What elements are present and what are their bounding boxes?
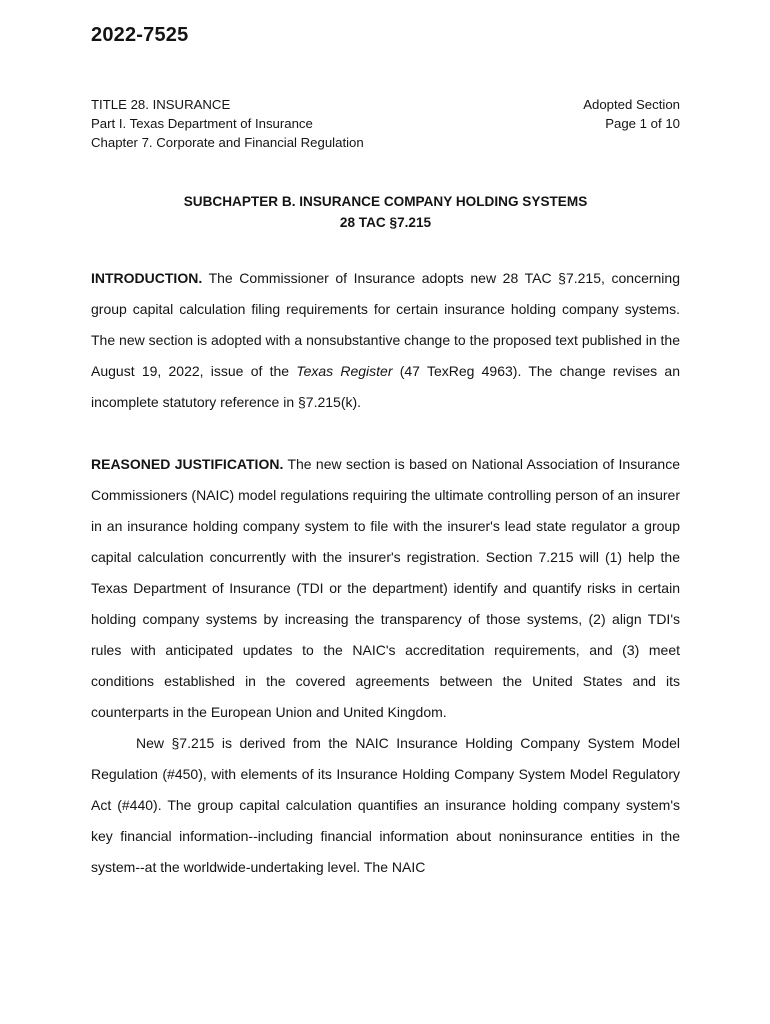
introduction-text: The Commissioner of Insurance adopts new 28 TAC §7.215, concerning group capital calculation filing requirements for certain insurance holding company systems. The new section is adopted with a nonsubstantive change to the proposed text published in the August 19, 2022, issue of the (91, 270, 680, 379)
header-chapter-line: Chapter 7. Corporate and Financial Regulation (91, 135, 364, 150)
header-part-line: Part I. Texas Department of Insurance (91, 116, 313, 131)
justification-paragraph-2: New §7.215 is derived from the NAIC Insurance Holding Company System Model Regulation (#450), with elements of its Insurance Holding Company System Model Regulatory Act (#440). The group capital calculation quantifies an insurance holding company system's key financial information--including financial information about noninsurance entities in the system--at the worldwide-undertaking level. The NAIC (91, 735, 680, 875)
introduction-paragraph (91, 263, 680, 418)
texas-register-title: Texas Register (296, 363, 393, 379)
document-body (91, 263, 680, 883)
subchapter-title (91, 191, 680, 233)
document-number: 2022-7525 (91, 24, 189, 46)
justification-heading: REASONED JUSTIFICATION. (91, 456, 284, 472)
justification-paragraph (91, 449, 680, 728)
introduction-heading: INTRODUCTION. (91, 270, 203, 286)
page-number: Page 1 of 10 (605, 116, 680, 131)
header-left (91, 95, 364, 152)
header-title-line: TITLE 28. INSURANCE (91, 97, 231, 112)
section-citation: 28 TAC §7.215 (339, 215, 432, 230)
header-right (583, 95, 680, 133)
introduction-text-end: (47 TexReg 4963). The change revises an incomplete statutory reference in §7.215(k). (91, 363, 680, 410)
section-status: Adopted Section (583, 97, 680, 112)
subchapter-title-line: SUBCHAPTER B. INSURANCE COMPANY HOLDING SYSTEMS (183, 194, 588, 209)
justification-text: The new section is based on National Association of Insurance Commissioners (NAIC) model regulations requiring the ultimate controlling person of an insurer in an insurance holding company system to file with the insurer's lead state regulator a group capital calculation concurrently with the insurer's registration. Section 7.215 will (1) help the Texas Department of Insurance (TDI or the department) identify and quantify risks in certain holding company systems by increasing the transparency of those systems, (2) align TDI's rules with anticipated updates to the NAIC's accreditation requirements, and (3) meet conditions established in the covered agreements between the United States and its counterparts in the European Union and United Kingdom. (91, 456, 680, 720)
